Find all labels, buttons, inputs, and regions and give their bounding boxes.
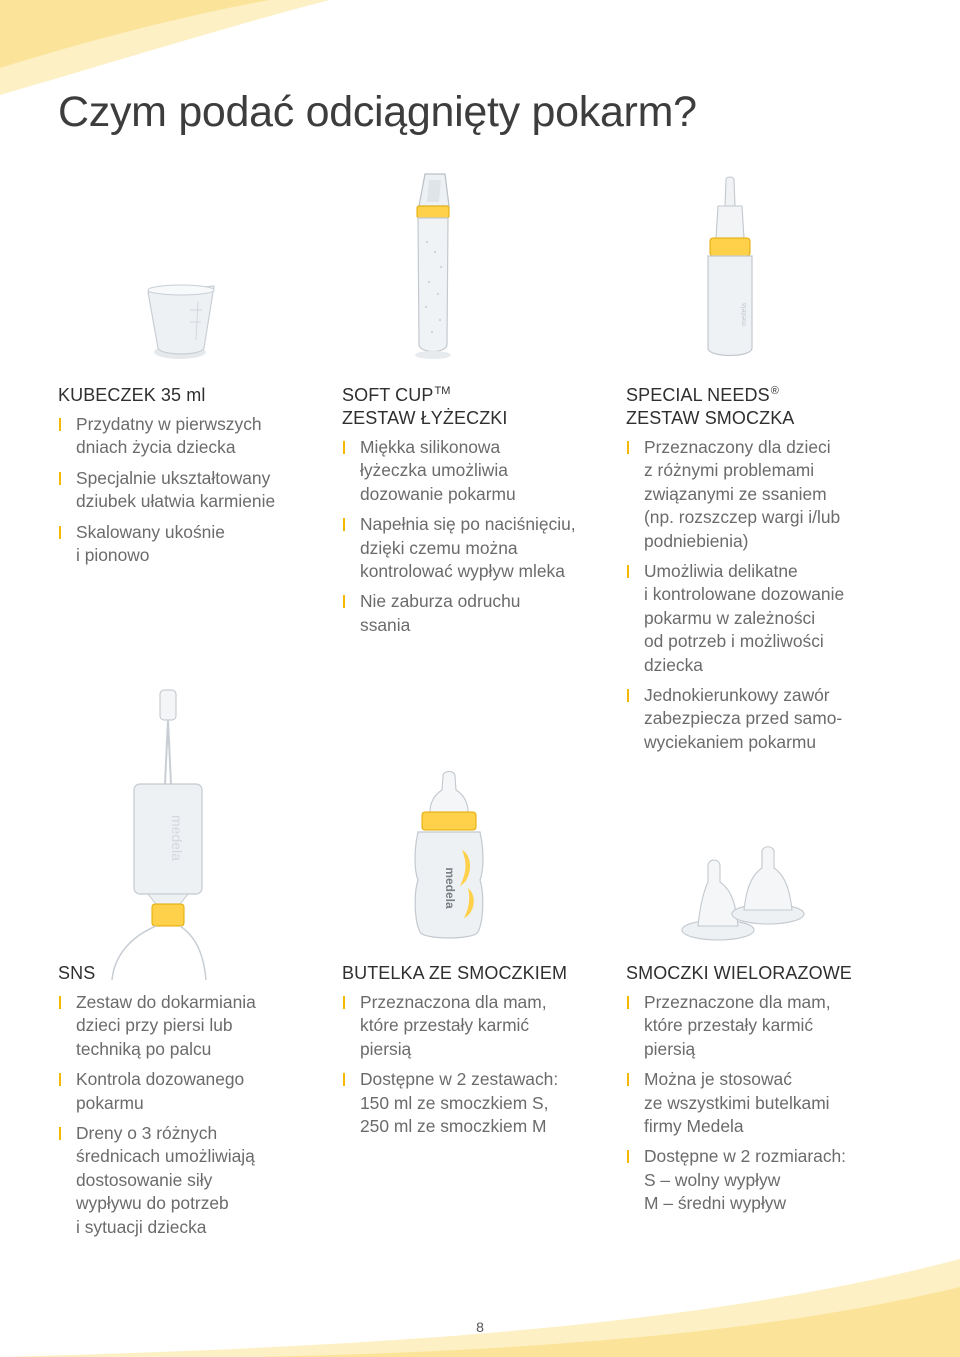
product-butelka [342, 962, 632, 1145]
product-softcup [342, 384, 632, 644]
bullet-item: Można je stosować ze wszystkimi butelkami firmy Medela [626, 1068, 916, 1138]
bullet-item: Przydatny w pierwszych dniach życia dziecka [58, 413, 348, 460]
teats-icon [678, 846, 810, 946]
bullet-list [626, 991, 916, 1216]
bullet-item: Dostępne w 2 zestawach: 150 ml ze smoczkiem S, 250 ml ze smoczkiem M [342, 1068, 632, 1138]
page-title: Czym podać odciągnięty pokarm? [58, 88, 697, 136]
bullet-list [342, 436, 632, 637]
baby-bottle-icon [412, 770, 486, 942]
bullet-item: Miękka silikonowa łyżeczka umożliwia dozowanie pokarmu [342, 436, 632, 506]
bullet-item: Dostępne w 2 rozmiarach: S – wolny wypływ M – średni wypływ [626, 1145, 916, 1215]
bottom-swoosh-decoration [0, 1247, 960, 1357]
product-heading: BUTELKA ZE SMOCZKIEM [342, 963, 568, 983]
bullet-item: Specjalnie ukształtowany dziubek ułatwia karmienie [58, 467, 348, 514]
bullet-list [342, 991, 632, 1138]
bullet-item: Przeznaczona dla mam, które przestały karmić piersią [342, 991, 632, 1061]
product-heading: SPECIAL NEEDS® ZESTAW SMOCZKA [626, 385, 795, 428]
product-special-needs [626, 384, 916, 761]
bullet-item: Umożliwia delikatne i kontrolowane dozowanie pokarmu w zależności od potrzeb i możliwości dziecka [626, 560, 916, 677]
bullet-item: Dreny o 3 różnych średnicach umożliwiają dostosowanie siły wypływu do potrzeb i sytuacji dziecka [58, 1122, 348, 1239]
bullet-item: Napełnia się po naciśnięciu, dzięki czemu można kontrolować wypływ mleka [342, 513, 632, 583]
bottle-brand-label: medela [443, 867, 457, 909]
product-heading: SNS [58, 963, 96, 983]
product-kubeczek [58, 384, 348, 574]
bullet-item: Nie zaburza odruchu ssania [342, 590, 632, 637]
bullet-list [58, 413, 348, 567]
feeder-brand-label: medela [741, 303, 748, 326]
bullet-item: Zestaw do dokarmiania dzieci przy piersi lub techniką po palcu [58, 991, 348, 1061]
product-heading: SMOCZKI WIELORAZOWE [626, 963, 852, 983]
sns-supplemental-system-icon [108, 688, 228, 980]
special-needs-feeder-icon [700, 176, 760, 361]
top-swoosh-decoration [0, 0, 330, 100]
bullet-list [58, 991, 348, 1239]
sns-brand-label: medela [169, 815, 185, 861]
product-heading: KUBECZEK 35 ml [58, 385, 206, 405]
bullet-item: Jednokierunkowy zawór zabezpiecza przed samo- wyciekaniem pokarmu [626, 684, 916, 754]
bullet-item: Kontrola dozowanego pokarmu [58, 1068, 348, 1115]
softcup-spoon-icon [405, 172, 461, 362]
product-heading: SOFT CUP™ ZESTAW ŁYŻECZKI [342, 385, 508, 428]
bullet-list [626, 436, 916, 754]
product-smoczki [626, 962, 916, 1223]
page-number: 8 [476, 1319, 484, 1335]
cup-icon [140, 280, 220, 365]
bullet-item: Skalowany ukośnie i pionowo [58, 521, 348, 568]
product-sns [58, 962, 348, 1246]
bullet-item: Przeznaczone dla mam, które przestały karmić piersią [626, 991, 916, 1061]
bullet-item: Przeznaczony dla dzieci z różnymi problemami związanymi ze ssaniem (np. rozszczep wargi i/lub podniebienia) [626, 436, 916, 553]
